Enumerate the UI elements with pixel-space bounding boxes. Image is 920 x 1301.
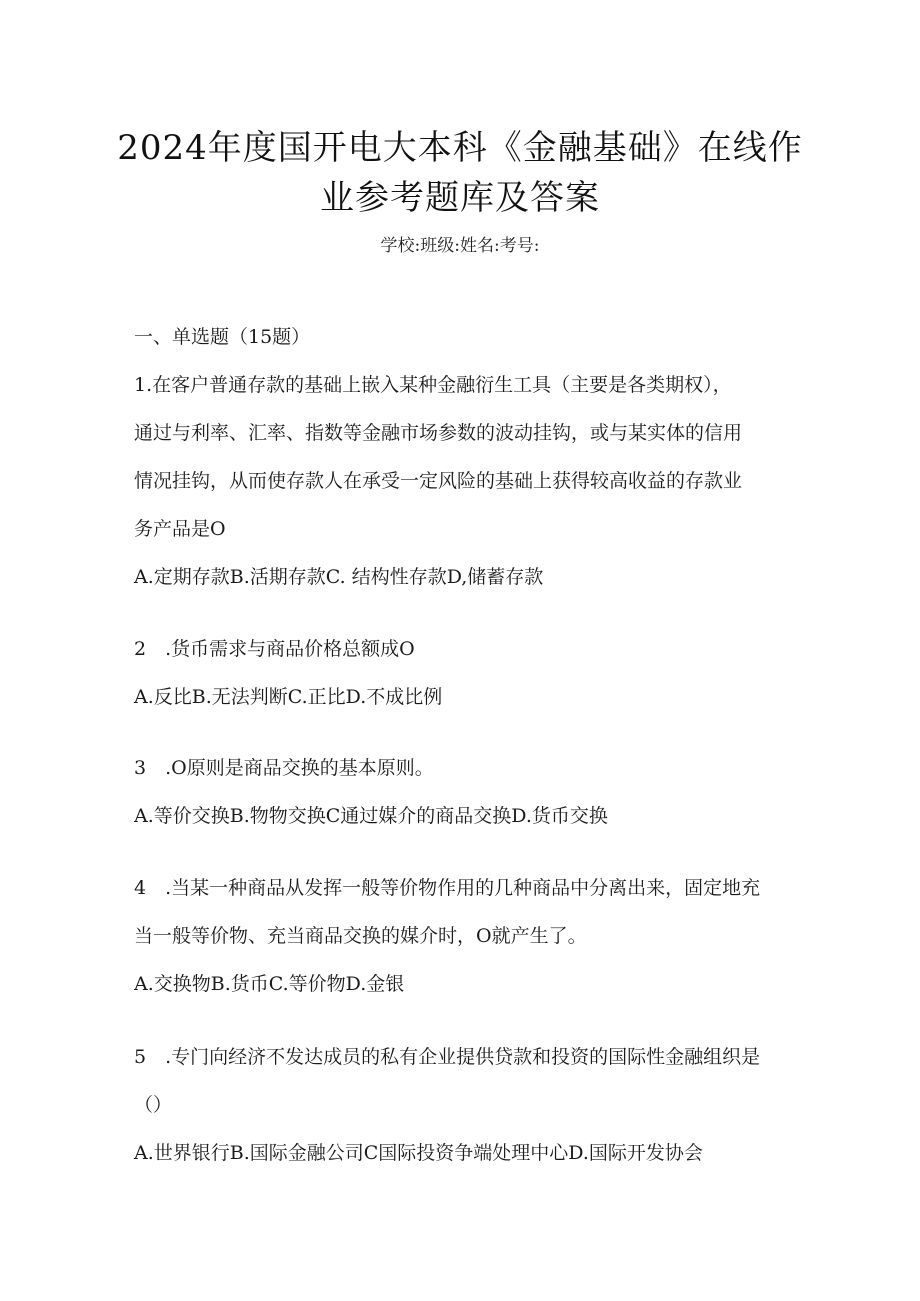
section-heading: 一、单选题（15题）	[134, 326, 311, 348]
question-5-options: A.世界银行B.国际金融公司C国际投资争端处理中心D.国际开发协会	[134, 1142, 703, 1164]
question-1-stem-line: 1.在客户普通存款的基础上嵌入某种金融衍生工具（主要是各类期权），	[134, 374, 732, 396]
question-5-stem-line: 5 .专门向经济不发达成员的私有企业提供贷款和投资的国际性金融组织是	[134, 1046, 761, 1068]
document-title-line-1: 2024年度国开电大本科《金融基础》在线作	[117, 128, 803, 168]
question-2-options: A.反比B.无法判断C.正比D.不成比例	[134, 686, 443, 708]
student-info-line: 学校:班级:姓名:考号:	[380, 236, 540, 256]
question-4-stem-line: 4 .当某一种商品从发挥一般等价物作用的几种商品中分离出来，固定地充	[134, 877, 761, 899]
question-4-options: A.交换物B.货币C.等价物D.金银	[134, 973, 405, 995]
question-1-stem-line: 情况挂钩，从而使存款人在承受一定风险的基础上获得较高收益的存款业	[134, 470, 743, 492]
question-1-options: A.定期存款B.活期存款C. 结构性存款D,储蓄存款	[134, 566, 544, 588]
question-5-stem-line: （）	[134, 1094, 173, 1116]
question-3-stem-line: 3 .O原则是商品交换的基本原则。	[134, 757, 434, 779]
question-2-stem-line: 2 .货币需求与商品价格总额成O	[134, 638, 415, 660]
question-1-stem-line: 通过与利率、汇率、指数等金融市场参数的波动挂钩，或与某实体的信用	[134, 422, 743, 444]
question-1-stem-line: 务产品是O	[134, 518, 226, 540]
question-4-stem-line: 当一般等价物、充当商品交换的媒介时，O就产生了。	[134, 925, 587, 947]
question-3-options: A.等价交换B.物物交换C通过媒介的商品交换D.货币交换	[134, 805, 608, 827]
document-title-line-2: 业参考题库及答案	[320, 178, 600, 218]
